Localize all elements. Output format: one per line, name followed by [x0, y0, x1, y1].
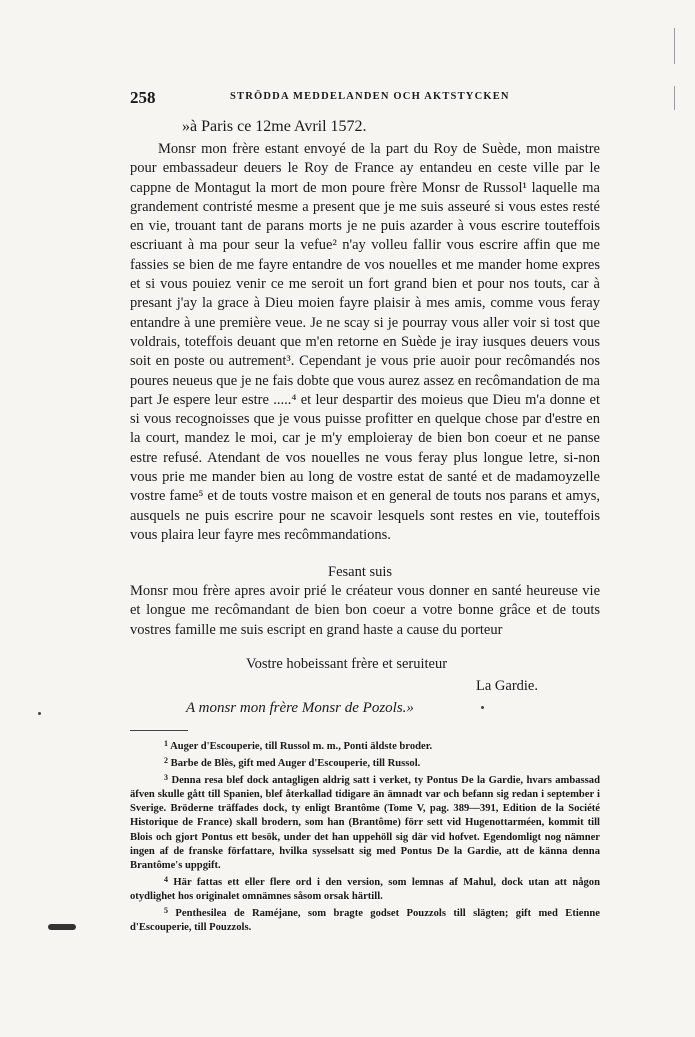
footnote: [130, 737, 600, 754]
valediction: Vostre hobeissant frère et seruiteur: [246, 656, 448, 672]
ink-blot: [48, 924, 76, 930]
footnote-text: Här fattas ett eller flere ord i den version, som lemnas af Mahul, dock utan att någon otydlighet hos originalet omnämnes såsom orsak härtill.: [130, 876, 600, 902]
closing-paragraph: Monsr mou frère apres avoir prié le créateur vous donner en santé heureuse vie et longue me recômandant de bien bon coeur a votre bonne grâce et de touts vostres famille me suis escript en grand haste a cause du porteur: [130, 583, 600, 638]
footnote-mark: 4: [164, 874, 168, 884]
footnote-text: Auger d'Escouperie, till Russol m. m., Ponti äldste broder.: [170, 741, 433, 752]
footnote-text: Penthesilea de Raméjane, som bragte godset Pouzzols till slägten; gift med Etienne d'Escouperie, till Pouzzols.: [130, 908, 600, 934]
margin-mark: [674, 28, 675, 64]
footnote-rule: [130, 730, 188, 731]
page-number: 258: [130, 88, 156, 107]
running-head: STRÖDDA MEDDELANDEN OCH AKTSTYCKEN: [230, 91, 510, 102]
margin-mark: [674, 86, 675, 110]
footnote-mark: 5: [164, 906, 168, 916]
footnote: [130, 754, 600, 771]
footnote-text: Denna resa blef dock antagligen aldrig satt i verket, ty Pontus De la Gardie, hvars ambassad äfven skulle gått till Spanien, blef återkallad tidigare än ämnadt var och befann sig redan i september i Sverige. Bröderne träffades dock, ty enligt Brantôme (Tome V, pag. 389—391, Edition de la Société Historique de France) skall brodern, som han (Brantôme) förr sett vid Hugenottarméen, kommit till Blois och gjort Pontus ett besök, under det han uppehöll sig där vid hofvet. Egendomligt nog nämner ingen af de franske författare, hvilka sysselsatt sig med Pontus De la Gardie, att de känna denna Brantôme's uppgift.: [130, 775, 600, 871]
ink-speck: [38, 712, 41, 715]
signature: La Gardie.: [476, 678, 538, 694]
footnote: [130, 873, 600, 904]
letter-paragraph: Monsr mon frère estant envoyé de la part du Roy de Suède, mon maistre pour embassadeur deuers le Roy de France ay entandeu en ceste ville par le cappne de Montagut la mort de mon poure frère Monsr de Russol¹ laquelle ma grandement contristé mesme a present que je me suis asseuré si vous estes resté en vie, trouant tant de parans morts je ne puis azarder à vous escrire touteffois escriuant à ma pour seur la vefue² n'ay volleu fallir vous escrire affin que me fassies se bien de me fayre entandre de vos nouelles et me mander home expres et si vous pouiez venir ce me seroit un fort grand bien et pour nos touts, car à presant j'ay la grace à Dieu moien fayre plaisir à mes amis, comme vous feray entandre à une première veue. Je ne scay si je pourray vous aller voir si tost que voldrais, toteffois deuant que m'en retorne en Suède je iray iusques deuers vous soit en poste ou autrement³. Cependant je vous prie auoir pour recômandés nos poures neueus que je ne fais dobte que vous aurez assez en recômandation de ma part Je espere leur estre .....⁴ et leur despartir des moieus que Dieu m'a donne et si vous recognoisses que je vous puisse profitter en quelque chose par d'estre en la court, mandez le moi, car je m'y emploieray de bien bon coeur et ne panse estre refusé. Atendant de vos nouelles ne vous feray plus longue letre, si-non vous prie me mander bien au long de vostre estat de santé et de madamoyzelle vostre fame⁵ et de touts vostre maison et en general de touts nos parans et amys, ausquels ne puis escrire pour ne scavoir lesquels sont restes en vie, touteffois vous plaira leur fayre mes recômmandations.: [130, 141, 600, 543]
letter-dateline: »à Paris ce 12me Avril 1572.: [182, 118, 367, 135]
footnotes: [130, 737, 600, 935]
footnote: [130, 771, 600, 873]
ink-speck: [481, 706, 484, 709]
letter-address: A monsr mon frère Monsr de Pozols.»: [186, 700, 414, 716]
footnote-mark: 2: [164, 756, 168, 766]
closing-word: Fesant suis: [328, 564, 393, 580]
footnote-mark: 1: [164, 739, 168, 748]
letter-body: [130, 140, 600, 545]
footnote: [130, 904, 600, 935]
footnote-text: Barbe de Blès, gift med Auger d'Escouperie, till Russol.: [170, 758, 421, 770]
footnote-mark: 3: [164, 773, 168, 783]
page-header: [130, 88, 600, 108]
